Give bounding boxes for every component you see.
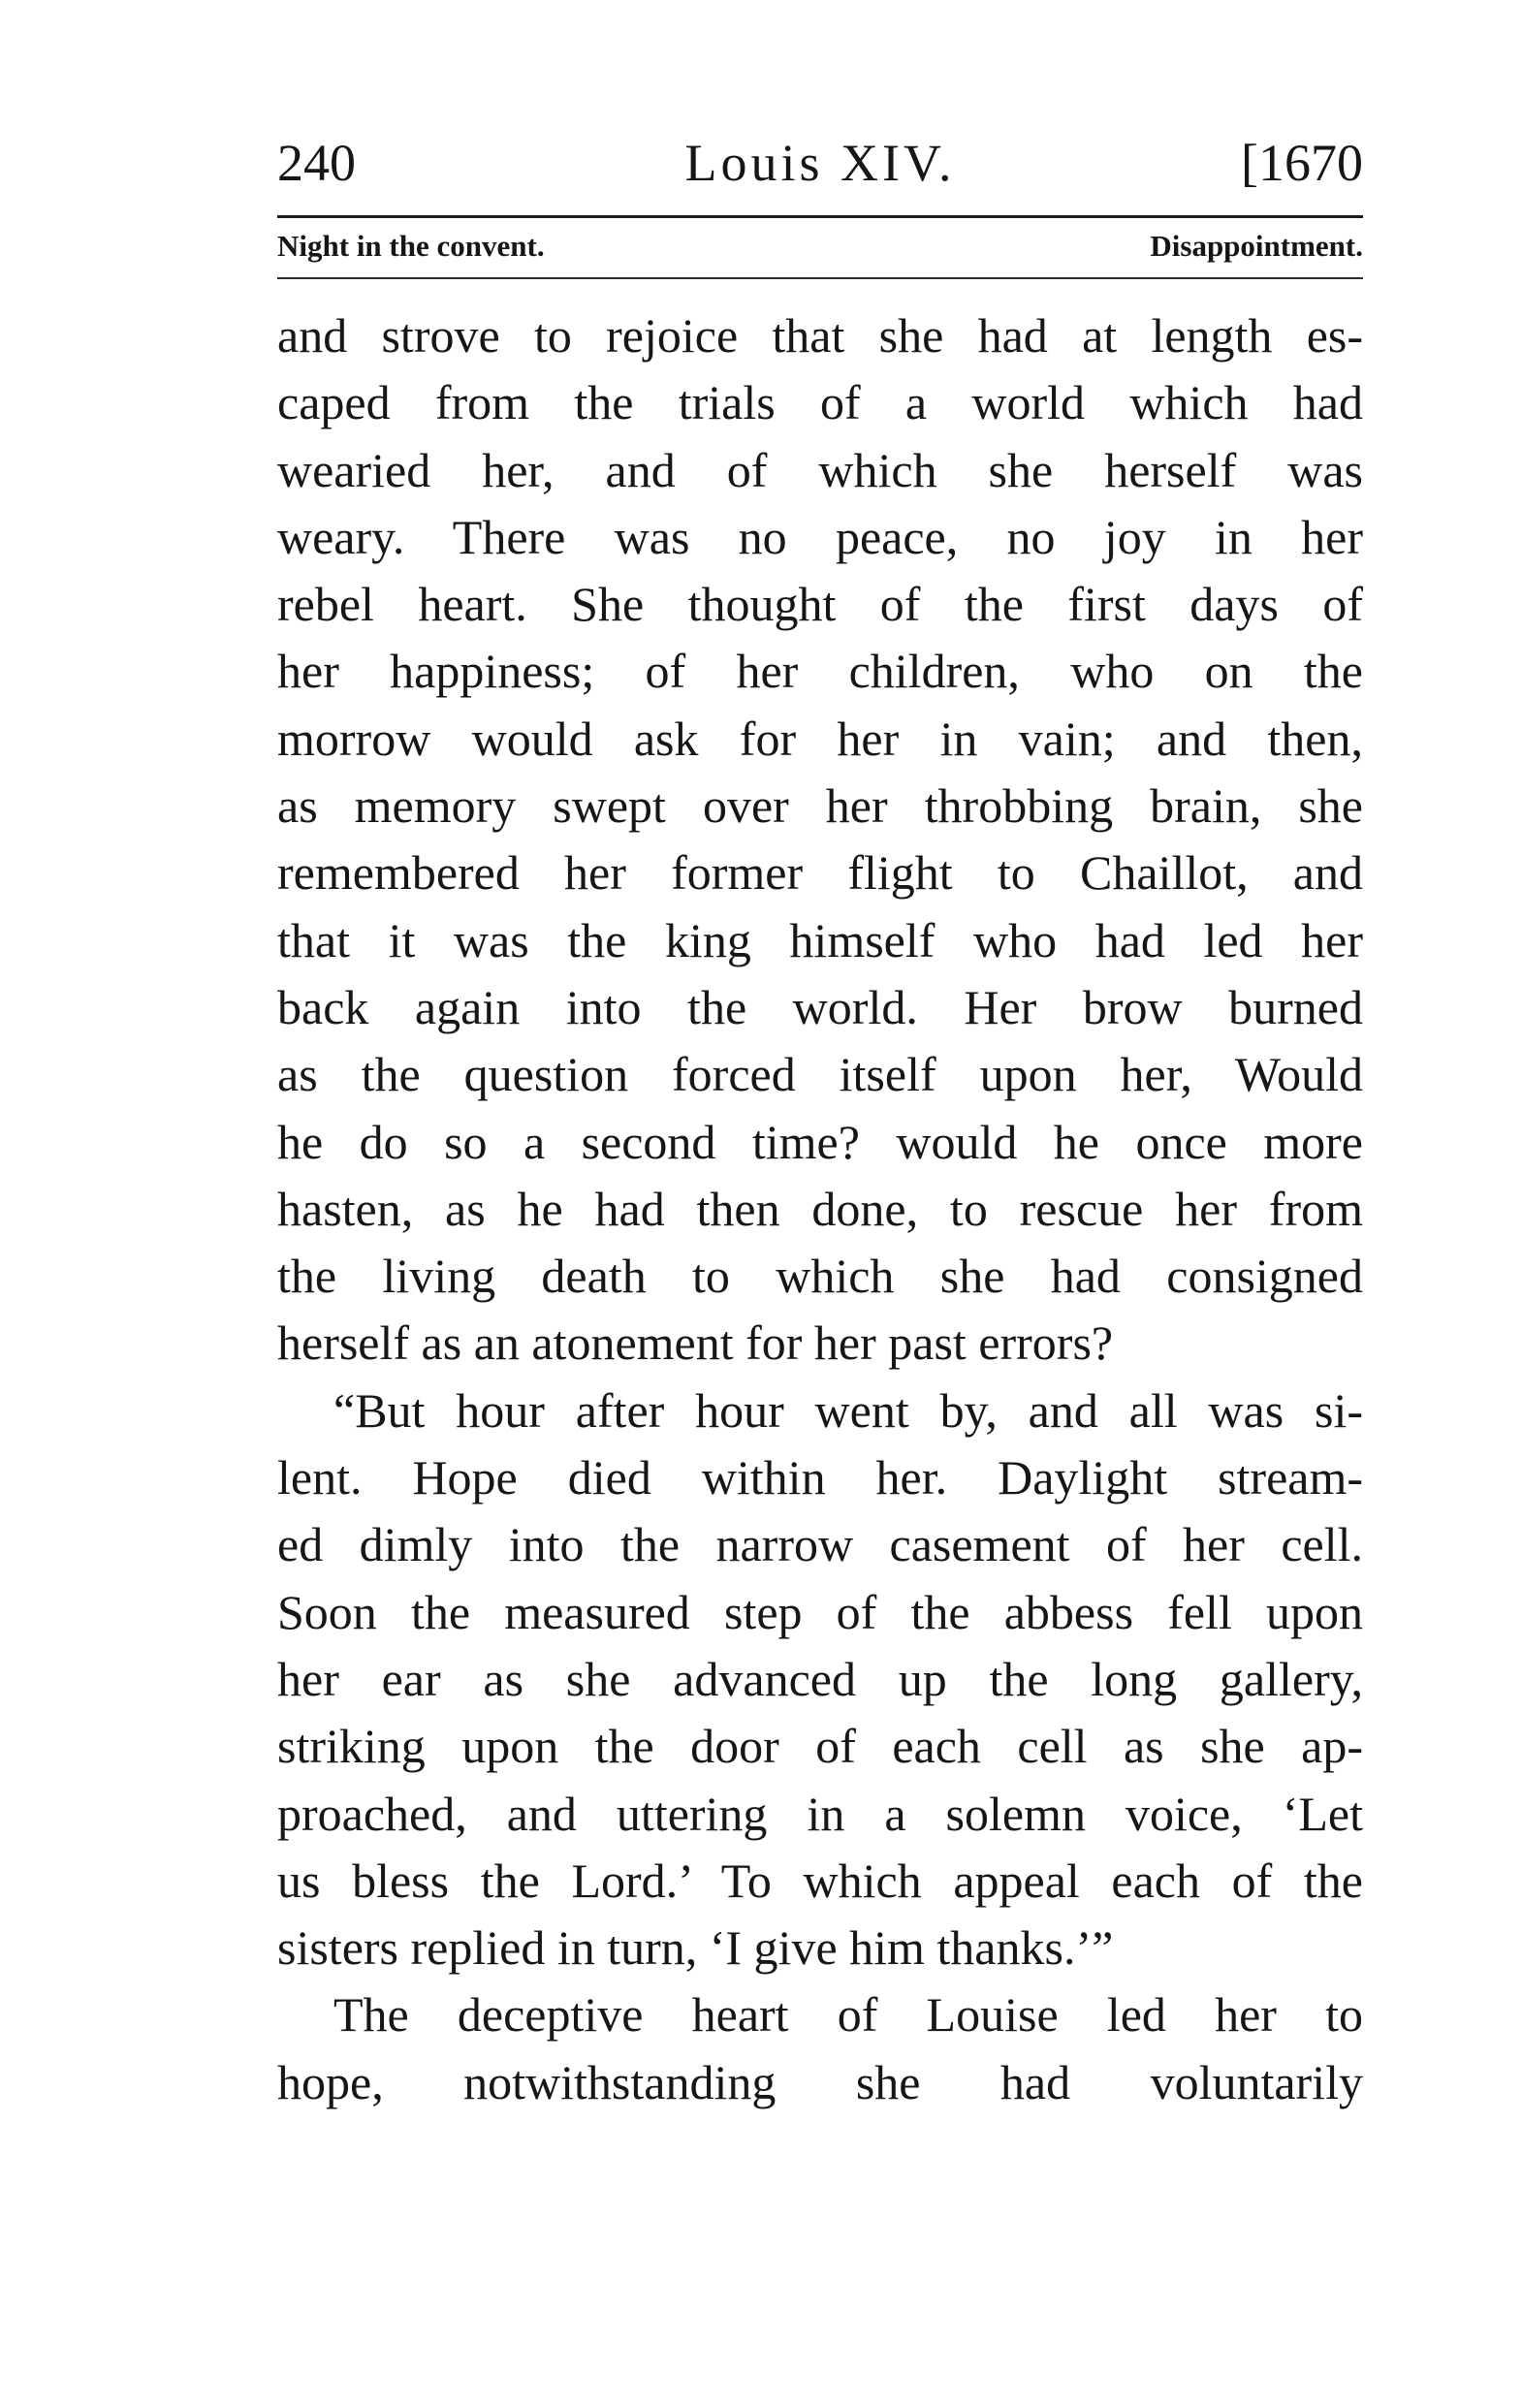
text-line: the living death to which she had consigned (277, 1249, 1363, 1304)
subhead-rule (277, 277, 1363, 279)
text-line: remembered her former flight to Chaillot, and (277, 845, 1363, 901)
header-year: [1670 (1241, 134, 1363, 192)
subhead-right: Disappointment. (1150, 229, 1363, 263)
text-line: Soon the measured step of the abbess fell upon (277, 1584, 1363, 1639)
text-line: weary. There was no peace, no joy in her (277, 509, 1363, 564)
text-line: her ear as she advanced up the long gallery, (277, 1651, 1363, 1706)
paragraph-end-line: sisters replied in turn, ‘I give him thanks.’” (277, 1920, 1114, 1976)
text-line: ed dimly into the narrow casement of her cell. (277, 1517, 1363, 1572)
text-line: her happiness; of her children, who on the (277, 644, 1363, 699)
text-line: as memory swept over her throbbing brain, she (277, 778, 1363, 834)
paragraph-start-line: “But hour after hour went by, and all was si- (333, 1382, 1363, 1438)
text-line: rebel heart. She thought of the first days of (277, 577, 1363, 632)
text-line: and strove to rejoice that she had at length es- (277, 308, 1363, 363)
text-line: hope, notwithstanding she had voluntarily (277, 2054, 1363, 2109)
text-line: as the question forced itself upon her, Would (277, 1047, 1363, 1102)
text-line: wearied her, and of which she herself was (277, 442, 1363, 497)
marginal-subheads (277, 225, 1363, 268)
text-line: hasten, as he had then done, to rescue her from (277, 1181, 1363, 1236)
text-line: us bless the Lord.’ To which appeal each of the (277, 1853, 1363, 1908)
text-line: caped from the trials of a world which had (277, 375, 1363, 430)
text-line: striking upon the door of each cell as she ap- (277, 1719, 1363, 1774)
text-line: he do so a second time? would he once more (277, 1114, 1363, 1169)
text-line: lent. Hope died within her. Daylight stream- (277, 1450, 1363, 1505)
text-line: back again into the world. Her brow burned (277, 979, 1363, 1034)
paragraph-end-line: herself as an atonement for her past errors? (277, 1315, 1114, 1371)
subhead-left: Night in the convent. (277, 229, 545, 263)
paragraph-start-line: The deceptive heart of Louise led her to (333, 1987, 1363, 2043)
running-title: Louis XIV. (684, 134, 956, 192)
page-number: 240 (277, 134, 356, 192)
body-text (277, 302, 1363, 2116)
text-line: that it was the king himself who had led her (277, 912, 1363, 967)
page-header (277, 124, 1363, 202)
text-line: proached, and uttering in a solemn voice, ‘Let (277, 1786, 1363, 1841)
header-rule (277, 215, 1363, 218)
text-line: morrow would ask for her in vain; and then, (277, 711, 1363, 766)
